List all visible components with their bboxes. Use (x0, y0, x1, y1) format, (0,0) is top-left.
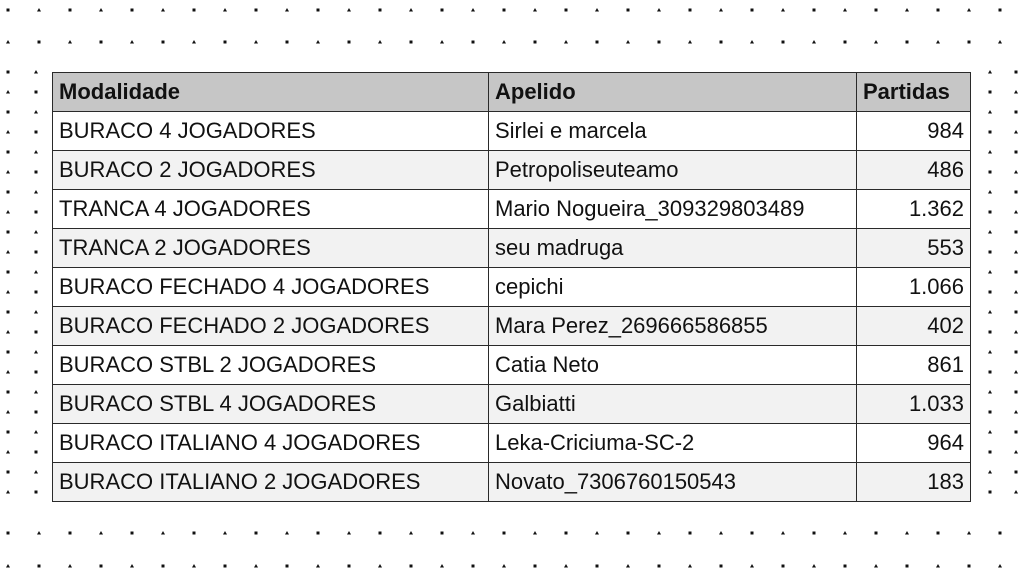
cell-modalidade: BURACO 2 JOGADORES (53, 151, 489, 190)
cell-modalidade: BURACO STBL 2 JOGADORES (53, 346, 489, 385)
cell-partidas: 964 (857, 424, 971, 463)
cell-modalidade: BURACO FECHADO 2 JOGADORES (53, 307, 489, 346)
table-row (53, 112, 971, 151)
cell-apelido: Leka-Criciuma-SC-2 (489, 424, 857, 463)
cell-partidas: 1.033 (857, 385, 971, 424)
cell-partidas: 486 (857, 151, 971, 190)
cell-apelido: cepichi (489, 268, 857, 307)
cell-partidas: 984 (857, 112, 971, 151)
cell-partidas: 1.066 (857, 268, 971, 307)
cell-apelido: Mara Perez_269666586855 (489, 307, 857, 346)
table-row (53, 385, 971, 424)
cell-modalidade: BURACO STBL 4 JOGADORES (53, 385, 489, 424)
ranking-table (52, 72, 971, 502)
table-header-row (53, 73, 971, 112)
cell-modalidade: TRANCA 2 JOGADORES (53, 229, 489, 268)
table-row (53, 229, 971, 268)
cell-apelido: Petropoliseuteamo (489, 151, 857, 190)
table-row (53, 424, 971, 463)
table-row (53, 346, 971, 385)
cell-apelido: seu madruga (489, 229, 857, 268)
cell-apelido: Catia Neto (489, 346, 857, 385)
cell-apelido: Mario Nogueira_309329803489 (489, 190, 857, 229)
table-row (53, 268, 971, 307)
cell-apelido: Galbiatti (489, 385, 857, 424)
table-body (53, 112, 971, 502)
cell-partidas: 553 (857, 229, 971, 268)
cell-modalidade: BURACO FECHADO 4 JOGADORES (53, 268, 489, 307)
cell-modalidade: BURACO ITALIANO 4 JOGADORES (53, 424, 489, 463)
cell-partidas: 861 (857, 346, 971, 385)
cell-modalidade: TRANCA 4 JOGADORES (53, 190, 489, 229)
table-row (53, 190, 971, 229)
cell-partidas: 183 (857, 463, 971, 502)
cell-apelido: Sirlei e marcela (489, 112, 857, 151)
cell-modalidade: BURACO ITALIANO 2 JOGADORES (53, 463, 489, 502)
table-row (53, 463, 971, 502)
cell-partidas: 402 (857, 307, 971, 346)
ranking-table-container (52, 72, 971, 502)
header-partidas: Partidas (857, 73, 971, 112)
table-row (53, 307, 971, 346)
cell-apelido: Novato_7306760150543 (489, 463, 857, 502)
header-apelido: Apelido (489, 73, 857, 112)
table-row (53, 151, 971, 190)
cell-partidas: 1.362 (857, 190, 971, 229)
header-modalidade: Modalidade (53, 73, 489, 112)
cell-modalidade: BURACO 4 JOGADORES (53, 112, 489, 151)
